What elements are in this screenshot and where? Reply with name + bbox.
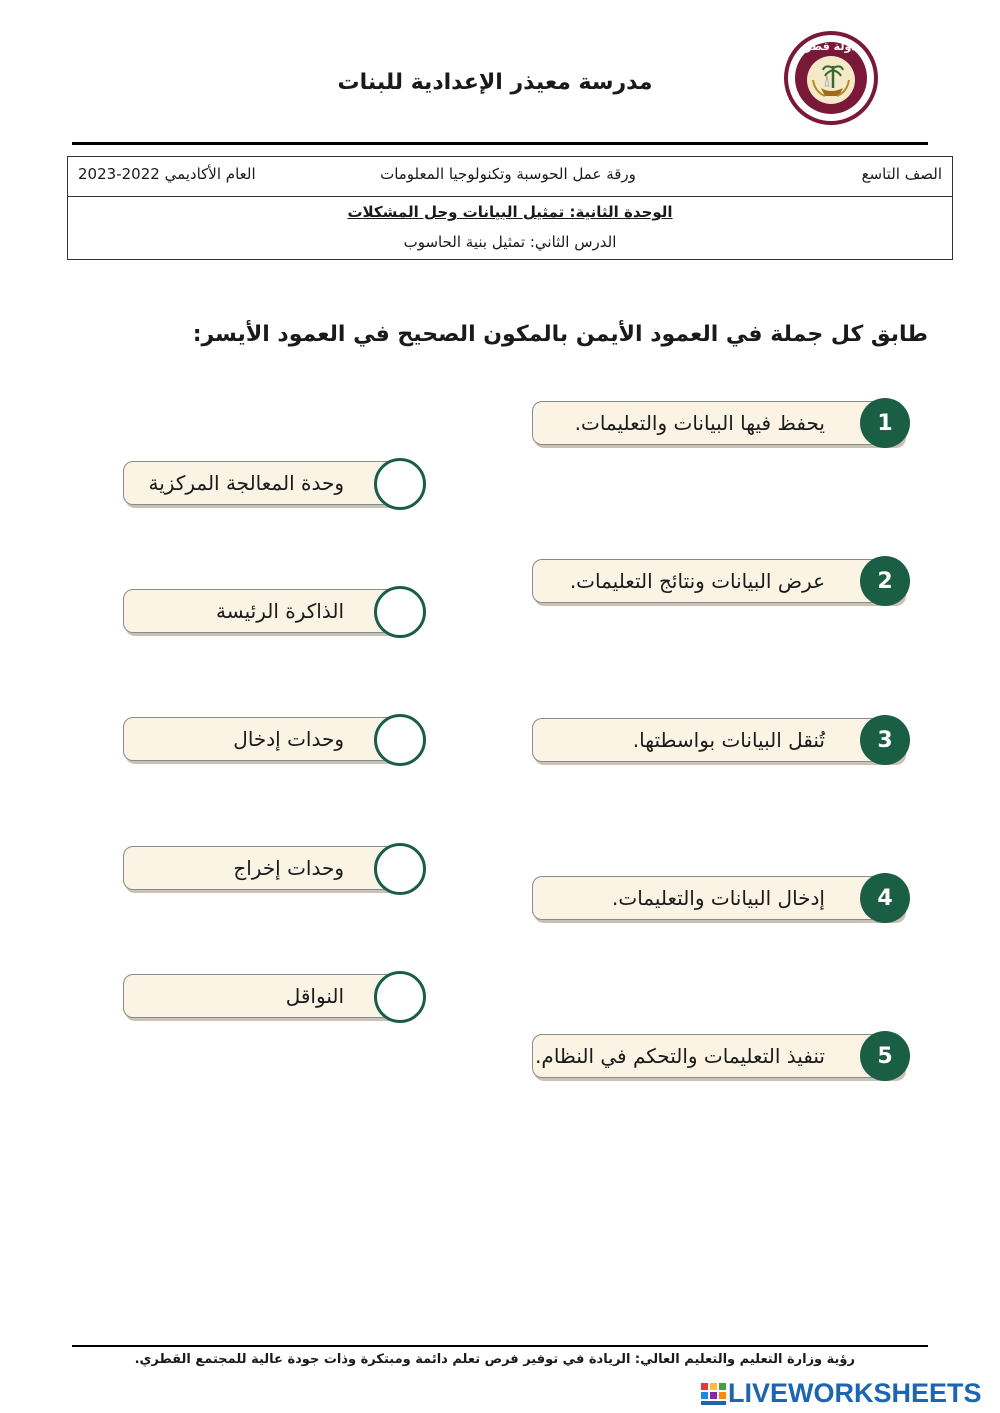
answer-drop-circle[interactable] (374, 586, 426, 638)
component-item-1 (123, 461, 415, 505)
sheet-title: ورقة عمل الحوسبة وتكنولوجيا المعلومات (380, 165, 636, 183)
logo-text: دولة قطر (805, 40, 857, 53)
statement-text: تُنقل البيانات بواسطتها. (632, 728, 825, 752)
component-item-2 (123, 589, 415, 633)
statement-number-badge: 1 (860, 398, 910, 448)
school-name: مدرسة معيذر الإعدادية للبنات (337, 70, 653, 95)
info-row (68, 157, 952, 197)
statement-number-badge: 2 (860, 556, 910, 606)
answer-drop-circle[interactable] (374, 458, 426, 510)
unit-title: الوحدة الثانية: تمثيل البيانات وحل المشكلات (347, 203, 673, 221)
ministry-vision: رؤية وزارة التعليم والتعليم العالي: الريادة في توفير فرص تعلم دائمة ومبتكرة وذات جودة عالية للمجتمع القطري. (134, 1352, 855, 1367)
component-text: النواقل (285, 984, 344, 1008)
statement-number-badge: 4 (860, 873, 910, 923)
lesson-title: الدرس الثاني: تمثيل بنية الحاسوب (403, 233, 617, 251)
answer-drop-circle[interactable] (374, 843, 426, 895)
component-text: وحدة المعالجة المركزية (148, 471, 344, 495)
footer-divider (72, 1345, 928, 1347)
component-item-5 (123, 974, 415, 1018)
answer-drop-circle[interactable] (374, 714, 426, 766)
statement-number-badge: 5 (860, 1031, 910, 1081)
statement-text: تنفيذ التعليمات والتحكم في النظام. (535, 1044, 825, 1068)
statement-text: إدخال البيانات والتعليمات. (612, 886, 825, 910)
statement-item-2 (532, 559, 904, 603)
answer-drop-circle[interactable] (374, 971, 426, 1023)
liveworksheets-brand[interactable] (700, 1378, 982, 1409)
statement-item-3 (532, 718, 904, 762)
liveworksheets-logo-icon (700, 1381, 728, 1407)
qatar-ministry-emblem-icon (783, 30, 879, 126)
academic-year: العام الأكاديمي 2022-2023 (78, 165, 256, 183)
component-text: الذاكرة الرئيسة (216, 599, 344, 623)
grade-label: الصف التاسع (861, 165, 942, 183)
component-text: وحدات إخراج (233, 856, 344, 880)
statement-number-badge: 3 (860, 715, 910, 765)
info-table (67, 156, 953, 260)
component-item-3 (123, 717, 415, 761)
statement-text: عرض البيانات ونتائج التعليمات. (569, 569, 825, 593)
header-divider (72, 142, 928, 145)
statement-item-1 (532, 401, 904, 445)
statement-item-4 (532, 876, 904, 920)
component-text: وحدات إدخال (233, 727, 344, 751)
instruction: طابق كل جملة في العمود الأيمن بالمكون الصحيح في العمود الأيسر: (192, 322, 928, 347)
component-item-4 (123, 846, 415, 890)
liveworksheets-wordmark: LIVEWORKSHEETS (728, 1378, 982, 1408)
statement-text: يحفظ فيها البيانات والتعليمات. (574, 411, 825, 435)
statement-item-5 (532, 1034, 904, 1078)
